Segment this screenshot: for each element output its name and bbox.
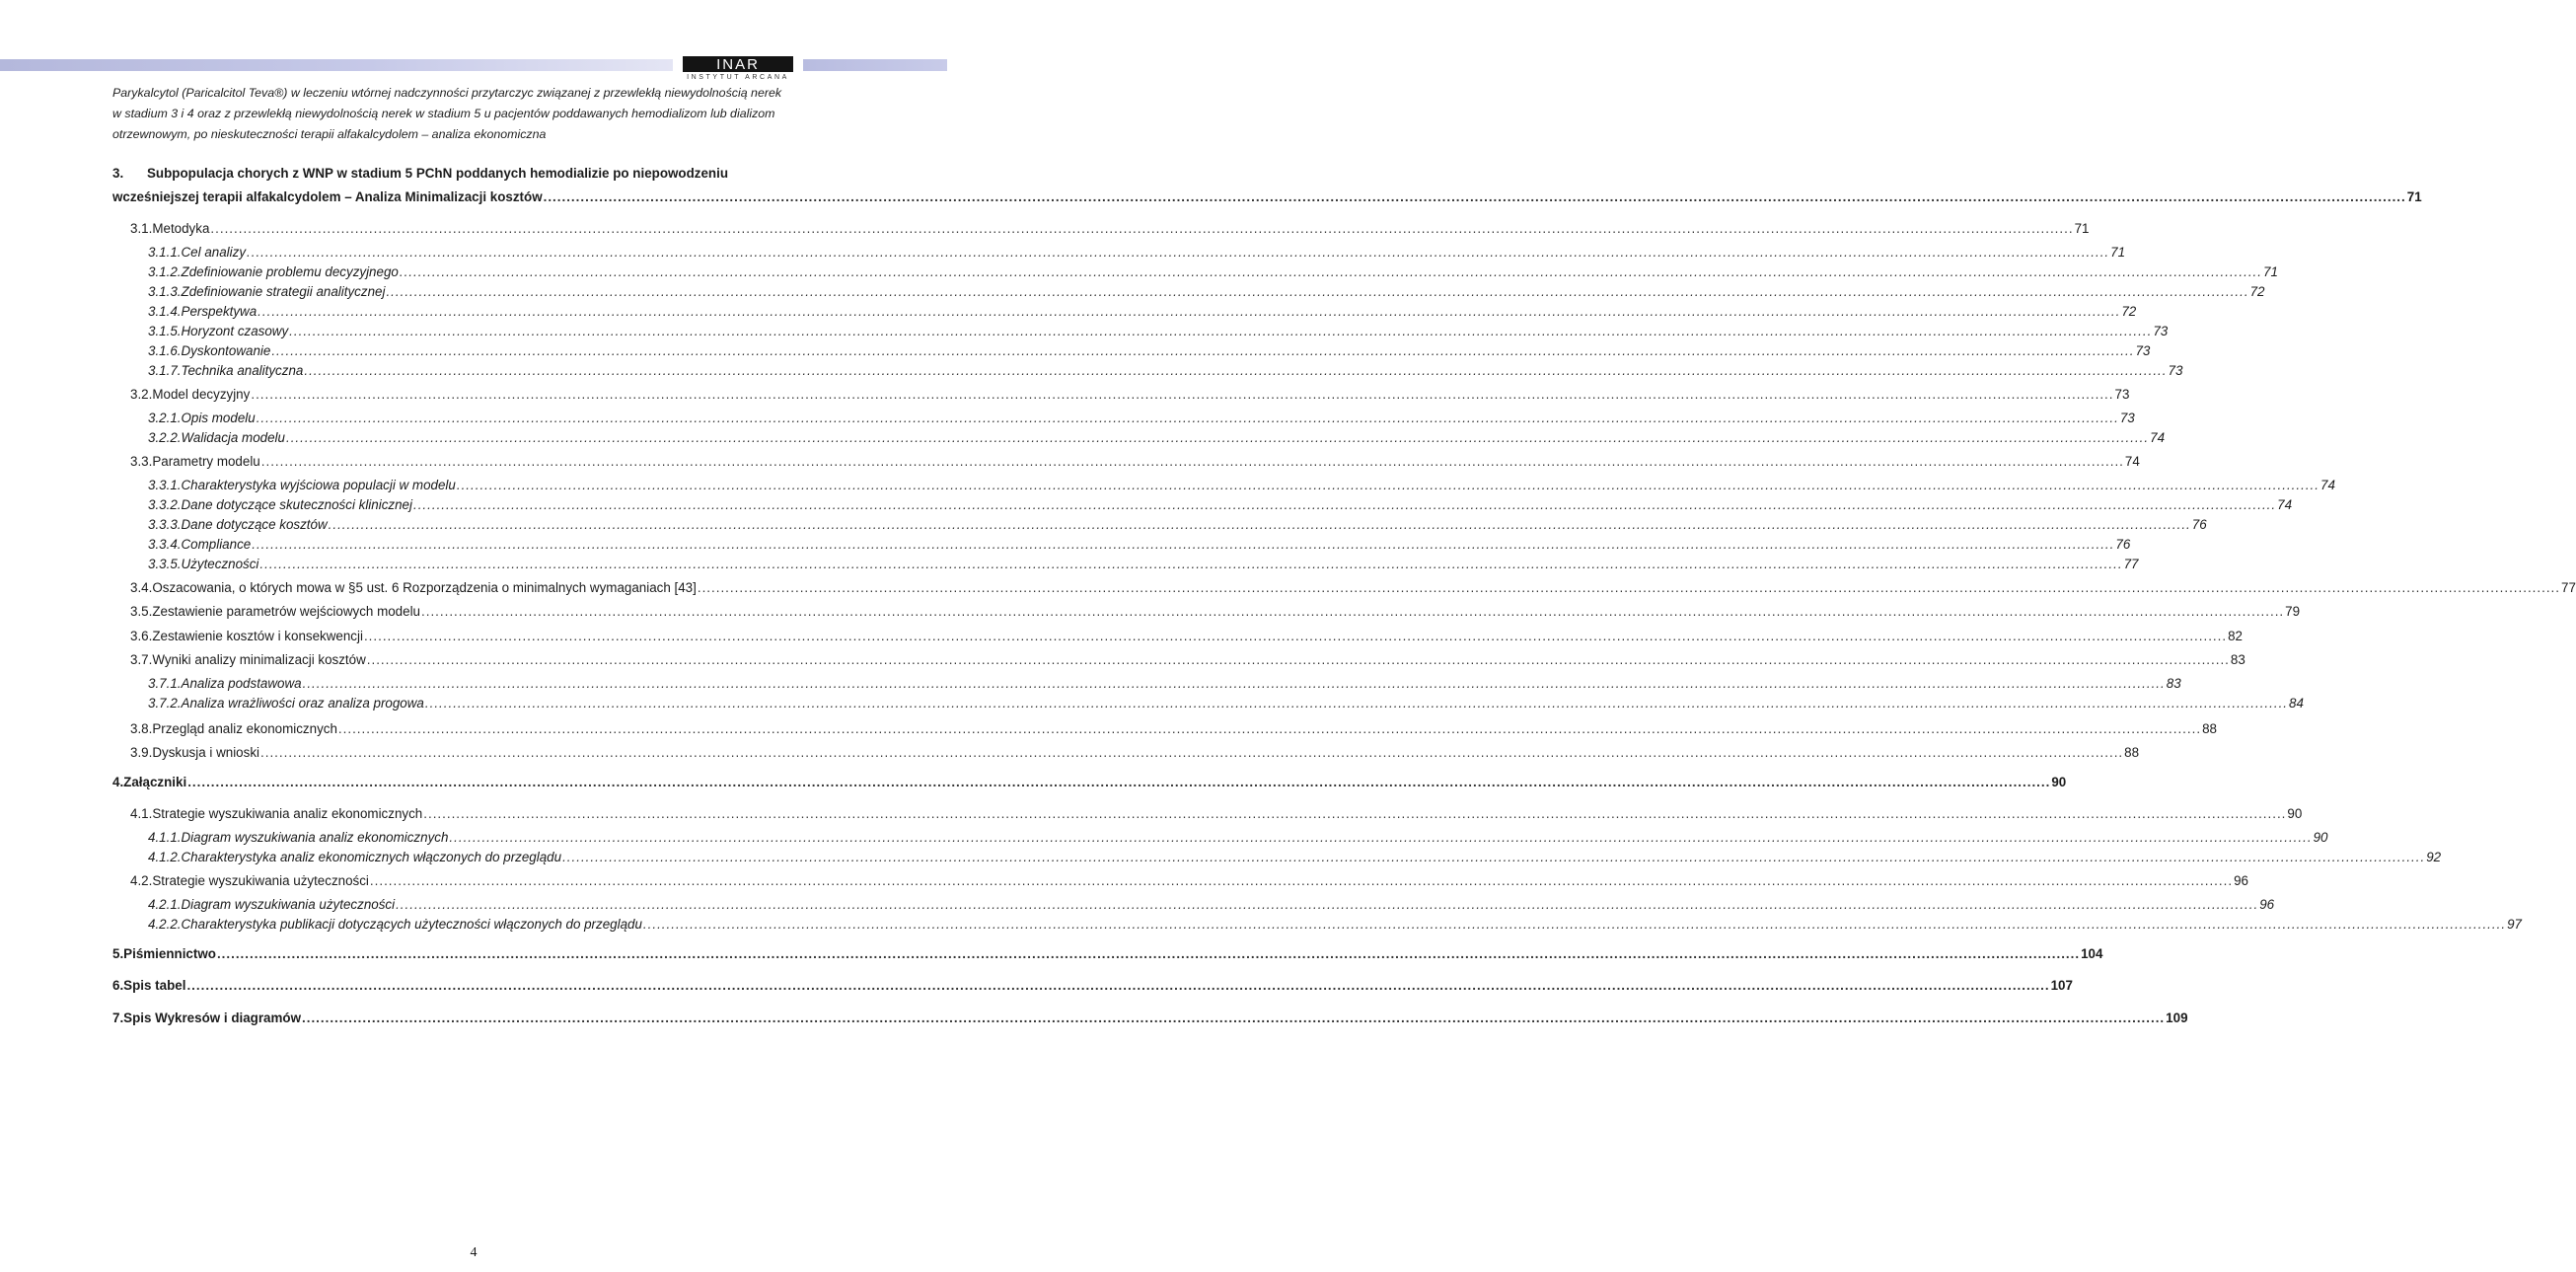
toc-leader-dots: ................................................................................................................................................................................................................................................................................................................................................................................................................ xyxy=(260,745,2124,760)
toc-entry[interactable] xyxy=(148,478,2335,497)
toc-entry[interactable] xyxy=(112,189,2422,209)
toc-entry-number: 4.1. xyxy=(130,806,153,821)
toc-entry-title: Compliance xyxy=(181,537,252,552)
toc-entry-number: 3.2. xyxy=(130,387,153,402)
toc-leader-dots: ................................................................................................................................................................................................................................................................................................................................................................................................................ xyxy=(251,387,2114,402)
toc-leader-dots: ................................................................................................................................................................................................................................................................................................................................................................................................................ xyxy=(247,245,2110,260)
toc-leader-dots: ................................................................................................................................................................................................................................................................................................................................................................................................................ xyxy=(412,497,2277,512)
toc-entry-title: Cel analizy xyxy=(181,245,247,260)
toc-entry[interactable] xyxy=(148,245,2126,264)
toc-entry-number: 3.5. xyxy=(130,604,153,619)
toc-leader-dots: ................................................................................................................................................................................................................................................................................................................................................................................................................ xyxy=(449,830,2313,845)
toc-leader-dots: ................................................................................................................................................................................................................................................................................................................................................................................................................ xyxy=(260,454,2124,469)
toc-entry-number: 3.1.3. xyxy=(148,284,182,299)
header-band-left xyxy=(0,59,673,71)
toc-entry-title: Horyzont czasowy xyxy=(181,324,289,338)
logo-subtitle: INSTYTUT ARCANA xyxy=(687,74,789,81)
toc-entry-title: Parametry modelu xyxy=(152,454,260,469)
toc-entry-number: 3.1.4. xyxy=(148,304,182,319)
toc-leader-dots: ................................................................................................................................................................................................................................................................................................................................................................................................................ xyxy=(304,363,2168,378)
toc-entry-number: 4.2.2. xyxy=(148,917,182,932)
toc-entry-title: Diagram wyszukiwania analiz ekonomicznych xyxy=(181,830,449,845)
toc-entry[interactable] xyxy=(148,304,2137,324)
toc-entry-number: 3.7.2. xyxy=(148,696,182,711)
toc-entry-title: Załączniki xyxy=(123,775,187,789)
toc-entry-title: Charakterystyka wyjściowa populacji w modelu xyxy=(181,478,456,492)
toc-entry-page: 76 xyxy=(2115,537,2131,552)
toc-leader-dots: ................................................................................................................................................................................................................................................................................................................................................................................................................ xyxy=(271,343,2135,358)
toc-leader-dots: ................................................................................................................................................................................................................................................................................................................................................................................................................ xyxy=(423,806,2287,821)
toc-entry-number: 5. xyxy=(112,946,124,961)
toc-leader-dots: ................................................................................................................................................................................................................................................................................................................................................................................................................ xyxy=(328,517,2191,532)
toc-entry-page: 73 xyxy=(2114,387,2130,402)
toc-leader-dots: ................................................................................................................................................................................................................................................................................................................................................................................................................ xyxy=(302,676,2166,691)
toc-entry[interactable] xyxy=(148,343,2151,363)
toc-entry[interactable] xyxy=(112,1010,2188,1030)
toc-leader-dots: ................................................................................................................................................................................................................................................................................................................................................................................................................ xyxy=(369,873,2234,888)
toc-leader-dots: ................................................................................................................................................................................................................................................................................................................................................................................................................ xyxy=(363,629,2228,643)
toc-entry-number: 3.1.1. xyxy=(148,245,182,260)
toc-entry[interactable] xyxy=(148,324,2169,343)
toc-entry[interactable] xyxy=(130,580,2576,600)
toc-entry-title: Strategie wyszukiwania użyteczności xyxy=(152,873,369,888)
toc-entry-page: 83 xyxy=(2166,676,2181,691)
toc-entry-page: 107 xyxy=(2050,978,2073,993)
toc-entry-number: 3.9. xyxy=(130,745,153,760)
toc-entry-page: 71 xyxy=(2110,245,2126,260)
toc-entry-title: wcześniejszej terapii alfakalcydolem – Analiza Minimalizacji kosztów xyxy=(112,189,543,204)
toc-entry-page: 72 xyxy=(2121,304,2137,319)
toc-entry[interactable] xyxy=(130,873,2248,893)
toc-entry[interactable] xyxy=(130,652,2245,672)
toc-entry[interactable] xyxy=(148,676,2181,696)
toc-entry-number: 3.1.7. xyxy=(148,363,182,378)
toc-leader-dots: ................................................................................................................................................................................................................................................................................................................................................................................................................ xyxy=(289,324,2153,338)
toc-entry-title: Analiza podstawowa xyxy=(181,676,302,691)
toc-entry-title: Wyniki analizy minimalizacji kosztów xyxy=(152,652,366,667)
toc-entry-number: 3. xyxy=(112,166,124,181)
toc-entry[interactable] xyxy=(130,604,2301,624)
toc-entry-number: 3.2.2. xyxy=(148,430,182,445)
toc-entry-page: 83 xyxy=(2230,652,2245,667)
toc-entry-page: 104 xyxy=(2081,946,2103,961)
toc-entry-title: Diagram wyszukiwania użyteczności xyxy=(181,897,396,912)
toc-entry-page: 90 xyxy=(2287,806,2303,821)
toc-entry-number: 3.4. xyxy=(130,580,153,595)
page-number: 4 xyxy=(470,1245,478,1260)
toc-leader-dots: ................................................................................................................................................................................................................................................................................................................................................................................................................ xyxy=(421,604,2285,619)
toc-entry[interactable] xyxy=(148,411,2135,430)
toc-entry[interactable] xyxy=(148,830,2328,850)
toc-entry[interactable] xyxy=(130,387,2130,407)
toc-leader-dots: ................................................................................................................................................................................................................................................................................................................................................................................................................ xyxy=(216,946,2081,961)
toc-entry-page: 97 xyxy=(2507,917,2522,932)
toc-entry-page: 88 xyxy=(2202,721,2217,736)
toc-leader-dots: ................................................................................................................................................................................................................................................................................................................................................................................................................ xyxy=(302,1010,2166,1025)
toc-entry-page: 71 xyxy=(2074,221,2090,236)
toc-entry-number: 3.6. xyxy=(130,629,153,643)
running-header xyxy=(112,83,833,145)
toc-entry-number: 3.8. xyxy=(130,721,153,736)
toc-entry-title: Model decyzyjny xyxy=(152,387,251,402)
toc-leader-dots: ................................................................................................................................................................................................................................................................................................................................................................................................................ xyxy=(396,897,2259,912)
toc-entry[interactable] xyxy=(148,917,2522,936)
toc-entry[interactable] xyxy=(130,806,2303,826)
toc-leader-dots: ................................................................................................................................................................................................................................................................................................................................................................................................................ xyxy=(210,221,2074,236)
toc-entry[interactable] xyxy=(130,629,2244,648)
toc-entry[interactable] xyxy=(148,517,2207,537)
toc-entry[interactable] xyxy=(130,221,2090,241)
toc-entry-number: 3.3.3. xyxy=(148,517,182,532)
toc-entry[interactable] xyxy=(130,454,2140,474)
toc-entry-page: 74 xyxy=(2320,478,2335,492)
toc-entry[interactable] xyxy=(148,264,2278,284)
toc-entry[interactable] xyxy=(112,775,2067,794)
toc-entry-title: Użyteczności xyxy=(181,557,259,571)
toc-entry[interactable] xyxy=(148,696,2304,715)
toc-entry-page: 79 xyxy=(2285,604,2301,619)
toc-entry-number: 3.3.1. xyxy=(148,478,182,492)
toc-entry-page: 96 xyxy=(2234,873,2248,888)
toc-leader-dots: ................................................................................................................................................................................................................................................................................................................................................................................................................ xyxy=(252,537,2115,552)
header-color-band xyxy=(0,59,947,71)
toc-entry[interactable] xyxy=(112,978,2073,998)
toc-entry-number: 3.3. xyxy=(130,454,153,469)
toc-entry-page: 73 xyxy=(2135,343,2151,358)
toc-entry[interactable] xyxy=(112,946,2103,966)
toc-entry-number: 4.1.2. xyxy=(148,850,182,864)
toc-entry-title: Opis modelu xyxy=(181,411,256,425)
toc-entry-title: Perspektywa xyxy=(181,304,258,319)
toc-leader-dots: ................................................................................................................................................................................................................................................................................................................................................................................................................ xyxy=(386,284,2249,299)
toc-entry[interactable] xyxy=(148,537,2131,557)
toc-entry-page: 82 xyxy=(2228,629,2244,643)
toc-leader-dots: ................................................................................................................................................................................................................................................................................................................................................................................................................ xyxy=(259,557,2123,571)
toc-leader-dots: ................................................................................................................................................................................................................................................................................................................................................................................................................ xyxy=(562,850,2426,864)
toc-entry-page: 90 xyxy=(2051,775,2067,789)
toc-entry-number: 3.7. xyxy=(130,652,153,667)
toc-entry-number: 3.1.2. xyxy=(148,264,182,279)
toc-entry-number: 3.1.5. xyxy=(148,324,182,338)
toc-entry-title: Zdefiniowanie problemu decyzyjnego xyxy=(181,264,399,279)
toc-entry-title: Analiza wrażliwości oraz analiza progowa xyxy=(181,696,424,711)
toc-entry[interactable] xyxy=(148,363,2183,383)
toc-leader-dots: ................................................................................................................................................................................................................................................................................................................................................................................................................ xyxy=(399,264,2263,279)
toc-entry-page: 76 xyxy=(2191,517,2207,532)
toc-entry-number: 4. xyxy=(112,775,124,789)
toc-entry[interactable] xyxy=(112,166,835,186)
toc-entry-title: Dyskontowanie xyxy=(181,343,271,358)
toc-entry-number: 4.2.1. xyxy=(148,897,182,912)
toc-entry[interactable] xyxy=(130,745,2140,765)
toc-leader-dots: ................................................................................................................................................................................................................................................................................................................................................................................................................ xyxy=(424,696,2289,711)
toc-entry-page: 84 xyxy=(2289,696,2304,711)
logo-name: INAR xyxy=(683,56,793,72)
toc-entry[interactable] xyxy=(148,897,2275,917)
toc-entry-title: Charakterystyka publikacji dotyczących użyteczności włączonych do przeglądu xyxy=(181,917,642,932)
toc-entry-title: Walidacja modelu xyxy=(181,430,285,445)
toc-entry-title: Metodyka xyxy=(152,221,210,236)
toc-entry-page: 71 xyxy=(2263,264,2278,279)
toc-entry-number: 3.3.2. xyxy=(148,497,182,512)
toc-entry-page: 77 xyxy=(2123,557,2139,571)
toc-entry-number: 4.1.1. xyxy=(148,830,182,845)
toc-leader-dots: ................................................................................................................................................................................................................................................................................................................................................................................................................ xyxy=(366,652,2230,667)
toc-entry-page: 109 xyxy=(2166,1010,2188,1025)
toc-entry-number: 4.2. xyxy=(130,873,153,888)
toc-entry[interactable] xyxy=(148,850,2442,869)
toc-entry-page: 72 xyxy=(2249,284,2265,299)
toc-entry-page: 73 xyxy=(2119,411,2135,425)
toc-entry-page: 73 xyxy=(2153,324,2169,338)
toc-entry-title: Dyskusja i wnioski xyxy=(152,745,259,760)
toc-entry-number: 3.2.1. xyxy=(148,411,182,425)
toc-entry-number: 6. xyxy=(112,978,124,993)
toc-entry[interactable] xyxy=(148,497,2293,517)
toc-entry[interactable] xyxy=(148,557,2139,576)
toc-entry-title: Spis Wykresów i diagramów xyxy=(123,1010,302,1025)
running-header-line: otrzewnowym, po nieskuteczności terapii alfakalcydolem – analiza ekonomiczna xyxy=(112,127,547,141)
toc-leader-dots: ................................................................................................................................................................................................................................................................................................................................................................................................................ xyxy=(285,430,2150,445)
header-band-right xyxy=(803,59,947,71)
toc-entry-title: Zestawienie kosztów i konsekwencji xyxy=(152,629,363,643)
toc-entry-title: Piśmiennictwo xyxy=(123,946,216,961)
toc-entry-title: Subpopulacja chorych z WNP w stadium 5 PChN poddanych hemodializie po niepowodzeniu xyxy=(147,166,728,181)
toc-entry-page: 92 xyxy=(2426,850,2442,864)
toc-entry-title: Oszacowania, o których mowa w §5 ust. 6 Rozporządzenia o minimalnych wymaganiach [43] xyxy=(152,580,697,595)
toc-entry-number: 3.1. xyxy=(130,221,153,236)
toc-leader-dots: ................................................................................................................................................................................................................................................................................................................................................................................................................ xyxy=(697,580,2561,595)
toc-leader-dots: ................................................................................................................................................................................................................................................................................................................................................................................................................ xyxy=(642,917,2507,932)
toc-entry[interactable] xyxy=(148,430,2166,450)
toc-entry-page: 74 xyxy=(2150,430,2166,445)
toc-entry-title: Zestawienie parametrów wejściowych modelu xyxy=(152,604,420,619)
toc-entry-page: 74 xyxy=(2124,454,2140,469)
toc-entry-page: 71 xyxy=(2406,189,2422,204)
toc-entry-title: Technika analityczna xyxy=(181,363,304,378)
toc-entry-number: 3.7.1. xyxy=(148,676,182,691)
toc-entry-page: 77 xyxy=(2561,580,2576,595)
toc-entry-page: 88 xyxy=(2124,745,2140,760)
toc-entry-number: 3.3.5. xyxy=(148,557,182,571)
toc-entry-title: Dane dotyczące kosztów xyxy=(181,517,328,532)
running-header-line: Parykalcytol (Paricalcitol Teva®) w leczeniu wtórnej nadczynności przytarczyc związanej z przewlekłą niewydolnością nerek xyxy=(112,86,782,100)
toc-entry-page: 90 xyxy=(2313,830,2328,845)
toc-leader-dots: ................................................................................................................................................................................................................................................................................................................................................................................................................ xyxy=(543,189,2406,204)
toc-leader-dots: ................................................................................................................................................................................................................................................................................................................................................................................................................ xyxy=(337,721,2202,736)
toc-entry-title: Spis tabel xyxy=(123,978,186,993)
toc-leader-dots: ................................................................................................................................................................................................................................................................................................................................................................................................................ xyxy=(256,411,2119,425)
toc-entry-title: Strategie wyszukiwania analiz ekonomicznych xyxy=(152,806,423,821)
toc-leader-dots: ................................................................................................................................................................................................................................................................................................................................................................................................................ xyxy=(187,775,2051,789)
toc-leader-dots: ................................................................................................................................................................................................................................................................................................................................................................................................................ xyxy=(258,304,2121,319)
toc-entry-page: 96 xyxy=(2259,897,2275,912)
toc-leader-dots: ................................................................................................................................................................................................................................................................................................................................................................................................................ xyxy=(456,478,2320,492)
toc-entry-title: Przegląd analiz ekonomicznych xyxy=(152,721,337,736)
toc-entry-page: 74 xyxy=(2277,497,2293,512)
toc-entry[interactable] xyxy=(148,284,2265,304)
inar-logo xyxy=(683,56,793,86)
toc-entry-page: 73 xyxy=(2168,363,2183,378)
toc-entry-title: Charakterystyka analiz ekonomicznych włączonych do przeglądu xyxy=(181,850,562,864)
running-header-line: w stadium 3 i 4 oraz z przewlekłą niewydolnością nerek w stadium 5 u pacjentów poddawanych hemodializom lub dializom xyxy=(112,107,775,120)
toc-entry-number: 3.3.4. xyxy=(148,537,182,552)
toc-entry-title: Zdefiniowanie strategii analitycznej xyxy=(181,284,386,299)
toc-entry[interactable] xyxy=(130,721,2217,741)
toc-entry-title: Dane dotyczące skuteczności klinicznej xyxy=(181,497,412,512)
toc-leader-dots: ................................................................................................................................................................................................................................................................................................................................................................................................................ xyxy=(186,978,2050,993)
toc-entry-number: 3.1.6. xyxy=(148,343,182,358)
toc-entry-number: 7. xyxy=(112,1010,124,1025)
